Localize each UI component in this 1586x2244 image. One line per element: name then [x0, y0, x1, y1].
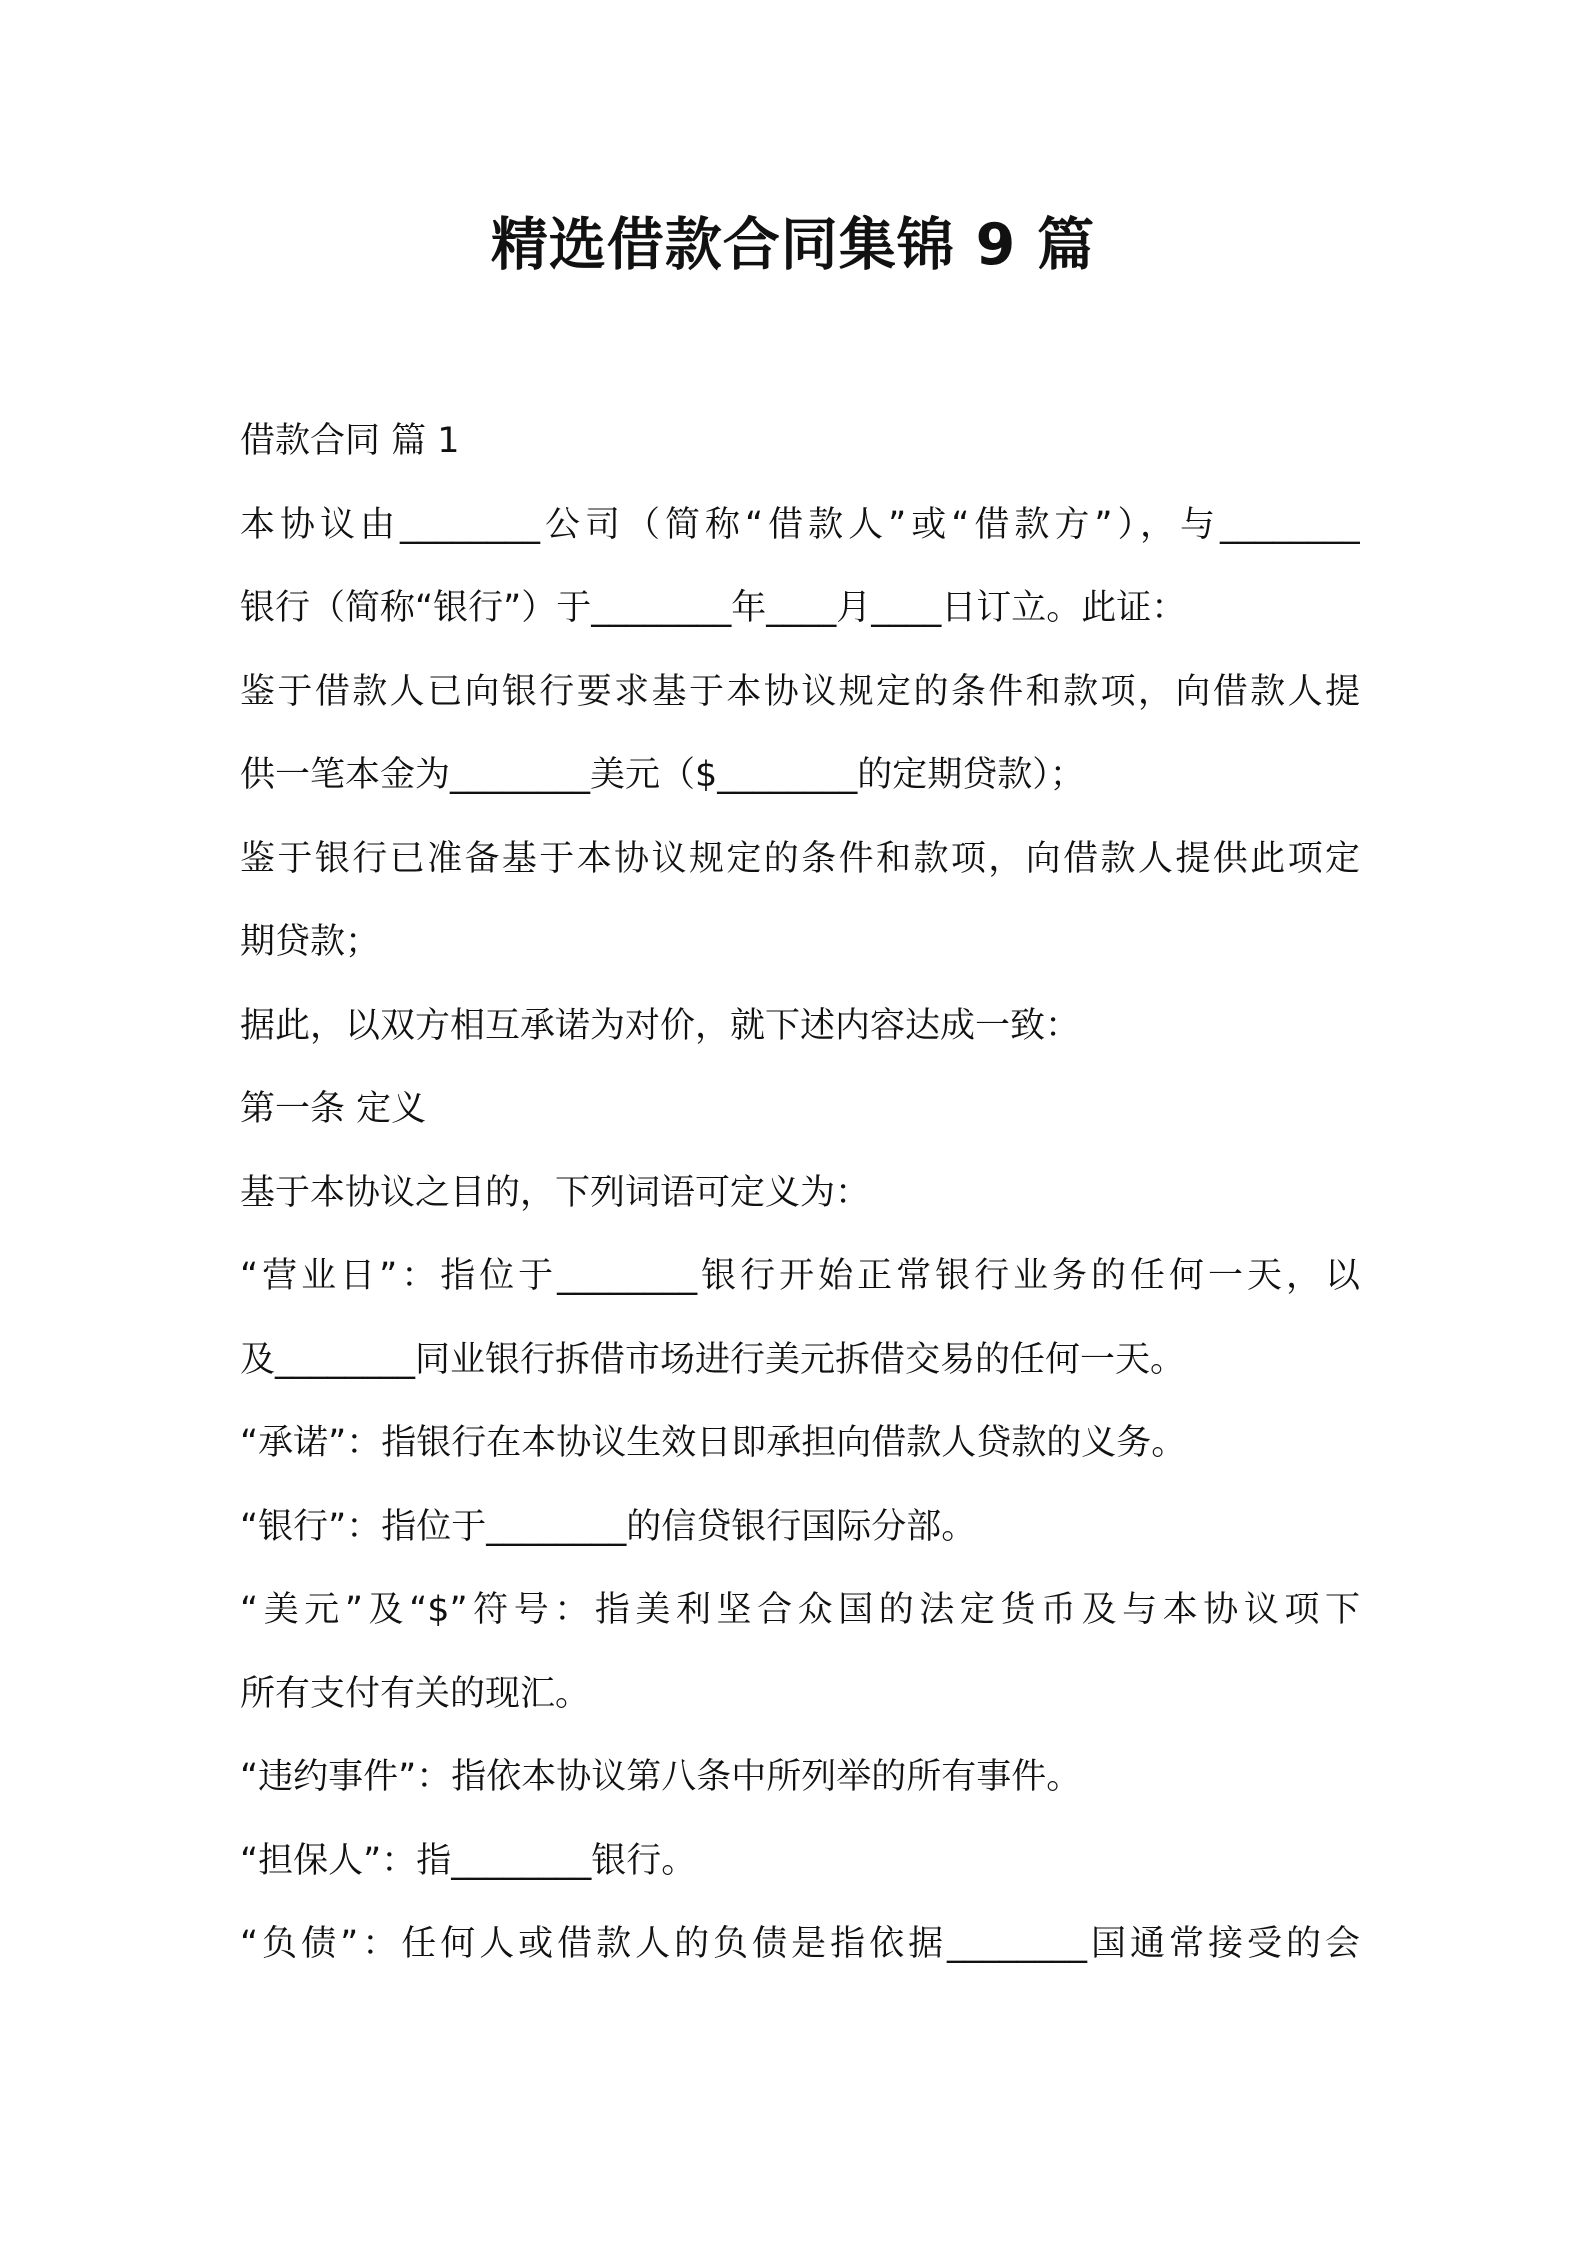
- text-line: 本协议由________公司（简称“借款人”或“借款方”），与________: [240, 504, 1360, 545]
- text-line: 据此，以双方相互承诺为对价，就下述内容达成一致：: [240, 1005, 1081, 1046]
- document-title: 精选借款合同集锦 9 篇: [490, 212, 1096, 278]
- text-line: “担保人”：指________银行。: [240, 1840, 697, 1881]
- text-line: 期贷款；: [240, 922, 381, 962]
- text-line: “银行”：指位于________的信贷银行国际分部。: [240, 1506, 977, 1547]
- text-line: 借款合同 篇 1: [240, 421, 460, 461]
- text-line: “美元”及“$”符号：指美利坚合众国的法定货币及与本协议项下: [240, 1590, 1360, 1630]
- text-line: 鉴于借款人已向银行要求基于本协议规定的条件和款项，向借款人提: [240, 671, 1360, 712]
- text-line: “承诺”：指银行在本协议生效日即承担向借款人贷款的义务。: [240, 1423, 1187, 1463]
- text-line: 鉴于银行已准备基于本协议规定的条件和款项，向借款人提供此项定: [240, 838, 1360, 879]
- document-body: [240, 400, 1360, 1987]
- text-line: 基于本协议之目的，下列词语可定义为：: [240, 1172, 871, 1213]
- text-line: 银行（简称“银行”）于________年____月____日订立。此证：: [240, 588, 1187, 628]
- text-line: 第一条 定义: [240, 1089, 427, 1129]
- text-line: 所有支付有关的现汇。: [240, 1673, 591, 1714]
- text-line: “负债”：任何人或借款人的负债是指依据________国通常接受的会: [240, 1924, 1360, 1964]
- text-line: “营业日”：指位于________银行开始正常银行业务的任何一天，以: [240, 1256, 1360, 1296]
- text-line: “违约事件”：指依本协议第八条中所列举的所有事件。: [240, 1757, 1082, 1797]
- text-line: 及________同业银行拆借市场进行美元拆借交易的任何一天。: [240, 1339, 1186, 1380]
- text-line: 供一笔本金为________美元（$________的定期贷款）；: [240, 755, 1085, 795]
